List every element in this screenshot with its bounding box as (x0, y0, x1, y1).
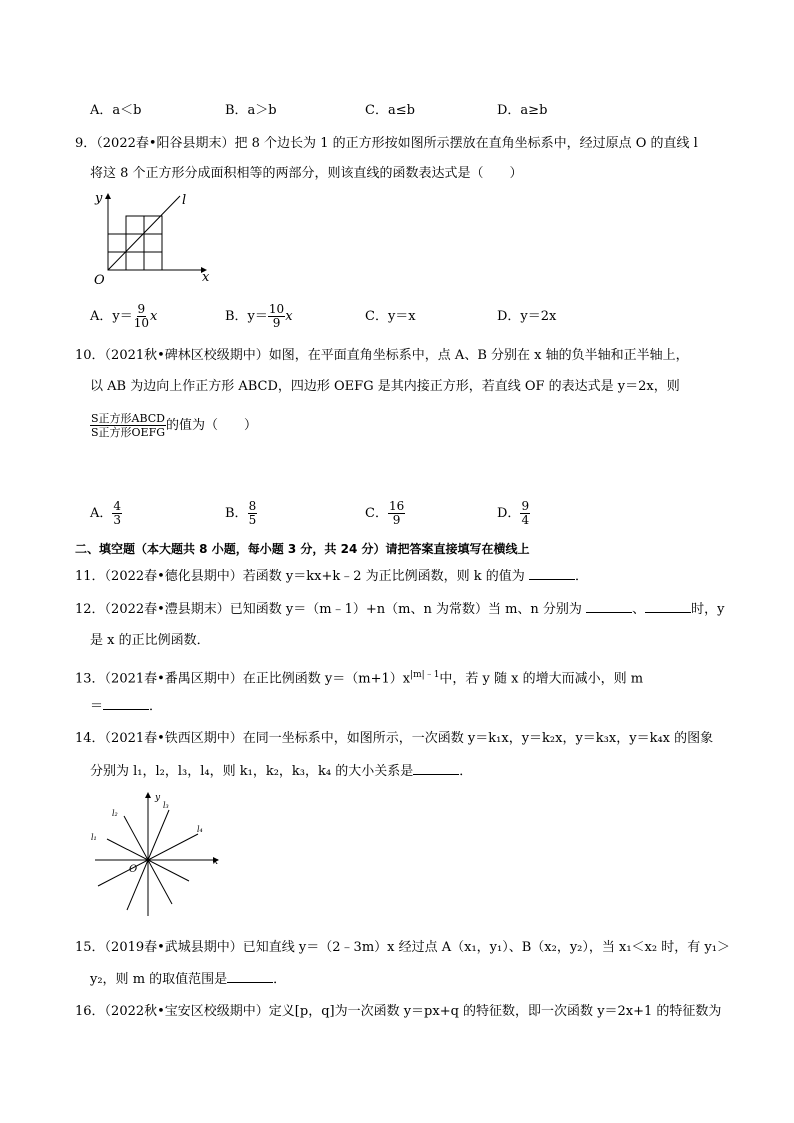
q8-option-c: C．a≤b (365, 103, 415, 118)
q14-fig-l1-label: l₁ (91, 833, 97, 842)
q9-option-a-prefix: A．y＝ (90, 309, 133, 324)
q9-option-b (225, 303, 293, 330)
q10-option-c-den: 9 (392, 513, 401, 527)
q10-option-d-num: 9 (521, 499, 530, 513)
q10-ratio-suffix: 的值为（ ） (166, 418, 258, 433)
q14-fig-l2-label: l₂ (112, 809, 118, 818)
q10-line2: 以 AB 为边向上作正方形 ABCD，四边形 OEFG 是其内接正方形，若直线 OF 的表达式是 y＝2x，则 (90, 379, 680, 394)
q9-option-a-num: 9 (137, 302, 146, 316)
q14-text: 分别为 l₁，l₂，l₃，l₄，则 k₁，k₂，k₃，k₄ 的大小关系是 (90, 764, 414, 779)
q12-answer-blank-n[interactable] (645, 600, 691, 613)
q15-end: ． (273, 972, 287, 987)
q9-option-b-prefix: B．y＝ (225, 309, 268, 324)
q10-option-c-fraction (388, 500, 405, 527)
q9-figure (88, 190, 218, 290)
q10-option-d (497, 500, 530, 527)
q14-fig-y-label: y (155, 793, 161, 803)
q9-option-a-fraction (133, 303, 150, 330)
q10-ratio-fraction (90, 412, 166, 439)
q10-option-c-num: 16 (388, 499, 405, 513)
q14-fig-l3-label: l₃ (163, 801, 169, 810)
q11-answer-blank[interactable] (529, 567, 575, 580)
q9-line1: 9．（2022春•阳谷县期末）把 8 个边长为 1 的正方形按如图所示摆放在直角坐标系中，经过原点 O 的直线 l (75, 136, 698, 151)
q9-option-b-den: 9 (272, 316, 281, 330)
q12-line1 (75, 600, 724, 619)
q10-option-a-den: 3 (113, 513, 122, 527)
q14-fig-l4-label: l₄ (197, 825, 203, 834)
q10-option-a (90, 500, 122, 527)
q14-end: ． (459, 764, 473, 779)
q9-option-b-num: 10 (268, 302, 285, 316)
q12-line2: 是 x 的正比例函数． (90, 633, 210, 648)
q10-ratio-num: S正方形ABCD (91, 412, 166, 425)
q10-option-b-den: 5 (248, 513, 257, 527)
q15-line2 (90, 970, 286, 989)
q12-post: 时，y (691, 602, 725, 617)
q14-answer-blank[interactable] (413, 762, 459, 775)
q10-option-d-prefix: D． (497, 506, 521, 521)
q10-option-d-fraction (520, 500, 530, 527)
q13-answer-blank[interactable] (103, 697, 149, 710)
q13-text-pre: 13．（2021春•番禺区期中）在正比例函数 y＝（m+1）x (75, 671, 411, 687)
q12-sep: 、 (632, 602, 646, 617)
q9-fig-x-label: x (202, 270, 210, 285)
q14-fig-x-label: x (213, 857, 219, 867)
q11-text: 11．（2022春•德化县期中）若函数 y＝kx+k﹣2 为正比例函数，则 k 的值为 (75, 569, 525, 584)
q10-line1: 10．（2021秋•碑林区校级期中）如图，在平面直角坐标系中，点 A、B 分别在 x 轴的负半轴和正半轴上， (75, 348, 689, 363)
q12-answer-blank-m[interactable] (586, 600, 632, 613)
q14-line2 (90, 762, 472, 781)
q9-option-b-fraction (268, 303, 285, 330)
q10-option-a-prefix: A． (90, 506, 113, 521)
q10-option-c (365, 500, 405, 527)
q14-line1: 14．（2021春•铁西区期中）在同一坐标系中，如图所示，一次函数 y＝k₁x，y＝k₂x，y＝k₃x，y＝k₄x 的图象 (75, 731, 714, 746)
q12-text: 12．（2022春•澧县期末）已知函数 y＝（m﹣1）+n（m、n 为常数）当 m、n 分别为 (75, 602, 582, 617)
q9-option-b-suffix: x (285, 309, 293, 324)
q15-line1: 15．（2019春•武城县期中）已知直线 y＝（2﹣3m）x 经过点 A（x₁，y₁）、B（x₂，y₂），当 x₁＜x₂ 时，有 y₁＞ (75, 940, 730, 955)
q9-option-a-den: 10 (133, 316, 150, 330)
q10-ratio-den: S正方形OEFG (91, 426, 166, 439)
q8-option-d: D．a≥b (497, 103, 548, 118)
q10-option-d-den: 4 (521, 513, 530, 527)
q9-option-d: D．y＝2x (497, 309, 557, 324)
q9-fig-y-label: y (95, 191, 103, 206)
q13-text-post: 中，若 y 随 x 的增大而减小，则 m (439, 671, 644, 687)
q13-end: ． (149, 699, 163, 714)
q14-fig-origin-label: O (129, 864, 138, 875)
q8-option-a: A．a＜b (90, 103, 142, 118)
section-2-heading: 二、填空题（本大题共 8 小题，每小题 3 分，共 24 分）请把答案直接填写在横线上 (75, 542, 530, 556)
q8-option-b: B．a＞b (225, 103, 277, 118)
q9-line2: 将这 8 个正方形分成面积相等的两部分，则该直线的函数表达式是（ ） (90, 166, 523, 181)
q9-option-a (90, 303, 157, 330)
q15-answer-blank[interactable] (227, 970, 273, 983)
q10-ratio (90, 412, 257, 439)
q10-option-b (225, 500, 257, 527)
q10-option-b-fraction (248, 500, 258, 527)
q13-equals: ＝ (90, 699, 104, 714)
q10-option-a-fraction (112, 500, 122, 527)
q13-exponent: |m|﹣1 (410, 670, 440, 680)
q11-line (75, 567, 588, 586)
q16-line1: 16．（2022秋•宝安区校级期中）定义[p，q]为一次函数 y＝px+q 的特征数，即一次函数 y＝2x+1 的特征数为 (75, 1004, 722, 1019)
q15-text: y₂，则 m 的取值范围是 (90, 972, 228, 987)
q13-line1 (75, 666, 643, 688)
q10-option-b-prefix: B． (225, 506, 248, 521)
q11-end: ． (574, 569, 588, 584)
q14-figure (85, 788, 225, 923)
q9-option-a-suffix: x (150, 309, 158, 324)
q10-option-a-num: 4 (113, 499, 122, 513)
q9-option-c: C．y＝x (365, 309, 416, 324)
q10-option-b-num: 8 (248, 499, 257, 513)
q9-fig-origin-label: O (94, 273, 105, 288)
q13-line2 (90, 697, 162, 716)
q10-option-c-prefix: C． (365, 506, 388, 521)
q9-fig-l-label: l (182, 193, 187, 208)
